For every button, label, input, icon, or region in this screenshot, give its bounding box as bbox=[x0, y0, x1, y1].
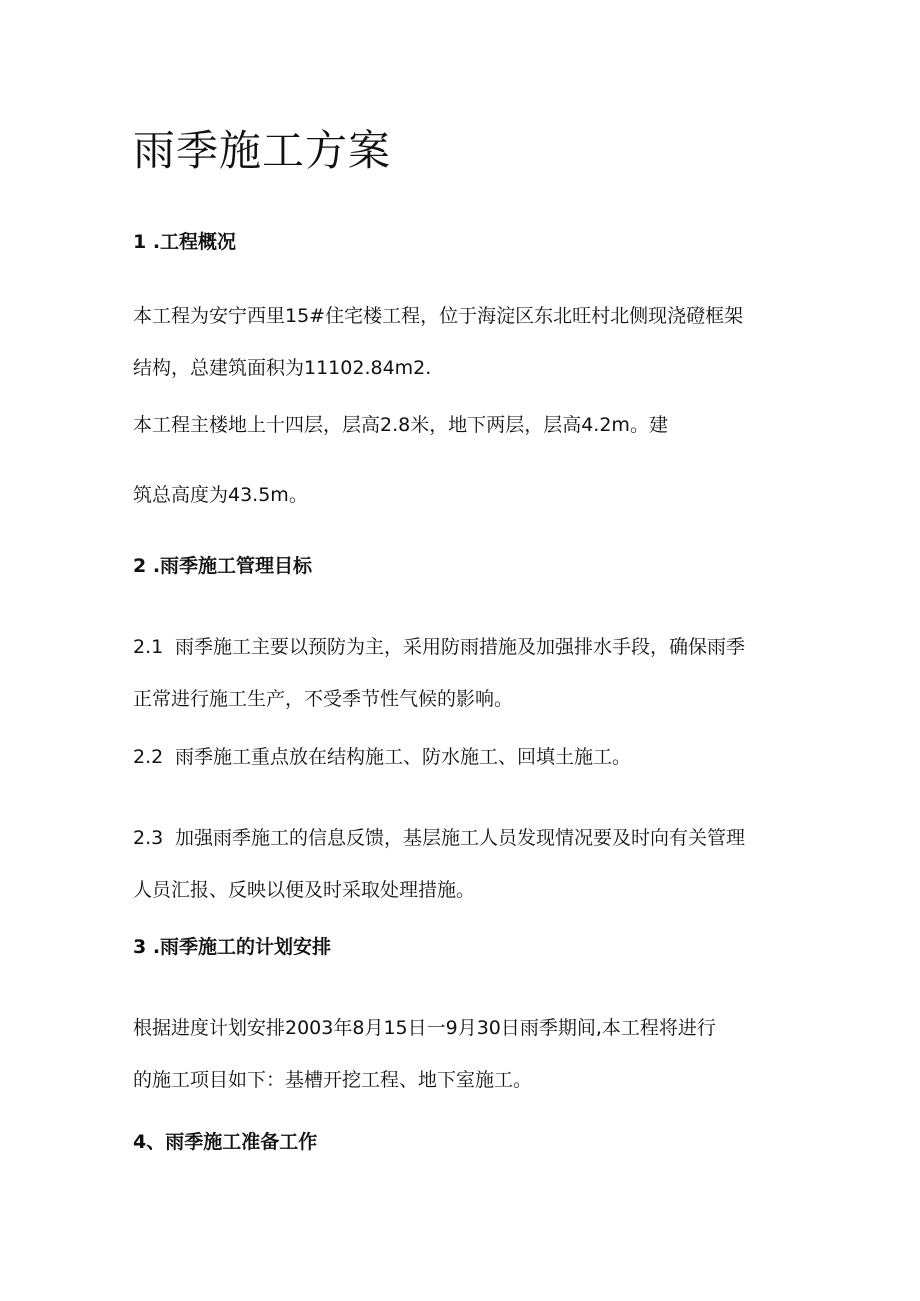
item-text: 雨季施工重点放在结构施工、防水施工、回填土施工。 bbox=[175, 746, 632, 768]
section-2-item-2-2 bbox=[133, 742, 631, 769]
paragraph-line: 的施工项目如下：基槽开挖工程、地下室施工。 bbox=[133, 1069, 533, 1091]
section-4-heading: 4、雨季施工准备工作 bbox=[133, 1131, 318, 1153]
paragraph-line: 正常进行施工生产，不受季节性气候的影响。 bbox=[133, 688, 514, 710]
paragraph-line bbox=[133, 812, 745, 864]
section-2-heading: 2 .雨季施工管理目标 bbox=[133, 555, 313, 577]
section-2-item-2-1 bbox=[133, 621, 745, 725]
item-text: 雨季施工主要以预防为主，采用防雨措施及加强排水手段，确保雨季 bbox=[175, 636, 746, 658]
item-number: 2.1 bbox=[133, 636, 164, 658]
item-text: 加强雨季施工的信息反馈，基层施工人员发现情况要及时向有关管理 bbox=[175, 827, 746, 849]
section-1-paragraph-2: 本工程主楼地上十四层，层高2.8米，地下两层，层高4.2m。建 bbox=[133, 414, 668, 436]
section-1-heading: 1 .工程概况 bbox=[133, 231, 237, 253]
section-2-item-2-3 bbox=[133, 812, 745, 916]
paragraph-line: 根据进度计划安排2003年8月15日一9月30日雨季期间,本工程将进行 bbox=[133, 1017, 716, 1039]
paragraph-line: 人员汇报、反映以便及时采取处理措施。 bbox=[133, 879, 476, 901]
item-number: 2.2 bbox=[133, 746, 164, 768]
section-1-paragraph-1 bbox=[133, 290, 743, 394]
section-3-heading: 3 .雨季施工的计划安排 bbox=[133, 936, 332, 958]
paragraph-line: 结构，总建筑面积为11102.84m2. bbox=[133, 357, 432, 379]
document-title: 雨季施工方案 bbox=[133, 126, 392, 175]
paragraph-line bbox=[133, 621, 745, 673]
item-number: 2.3 bbox=[133, 827, 164, 849]
paragraph-line: 本工程为安宁西里15#住宅楼工程，位于海淀区东北旺村北侧现浇磴框架 bbox=[133, 305, 744, 327]
section-1-paragraph-3: 筑总高度为43.5m。 bbox=[133, 484, 308, 506]
section-3-paragraph bbox=[133, 1002, 716, 1106]
